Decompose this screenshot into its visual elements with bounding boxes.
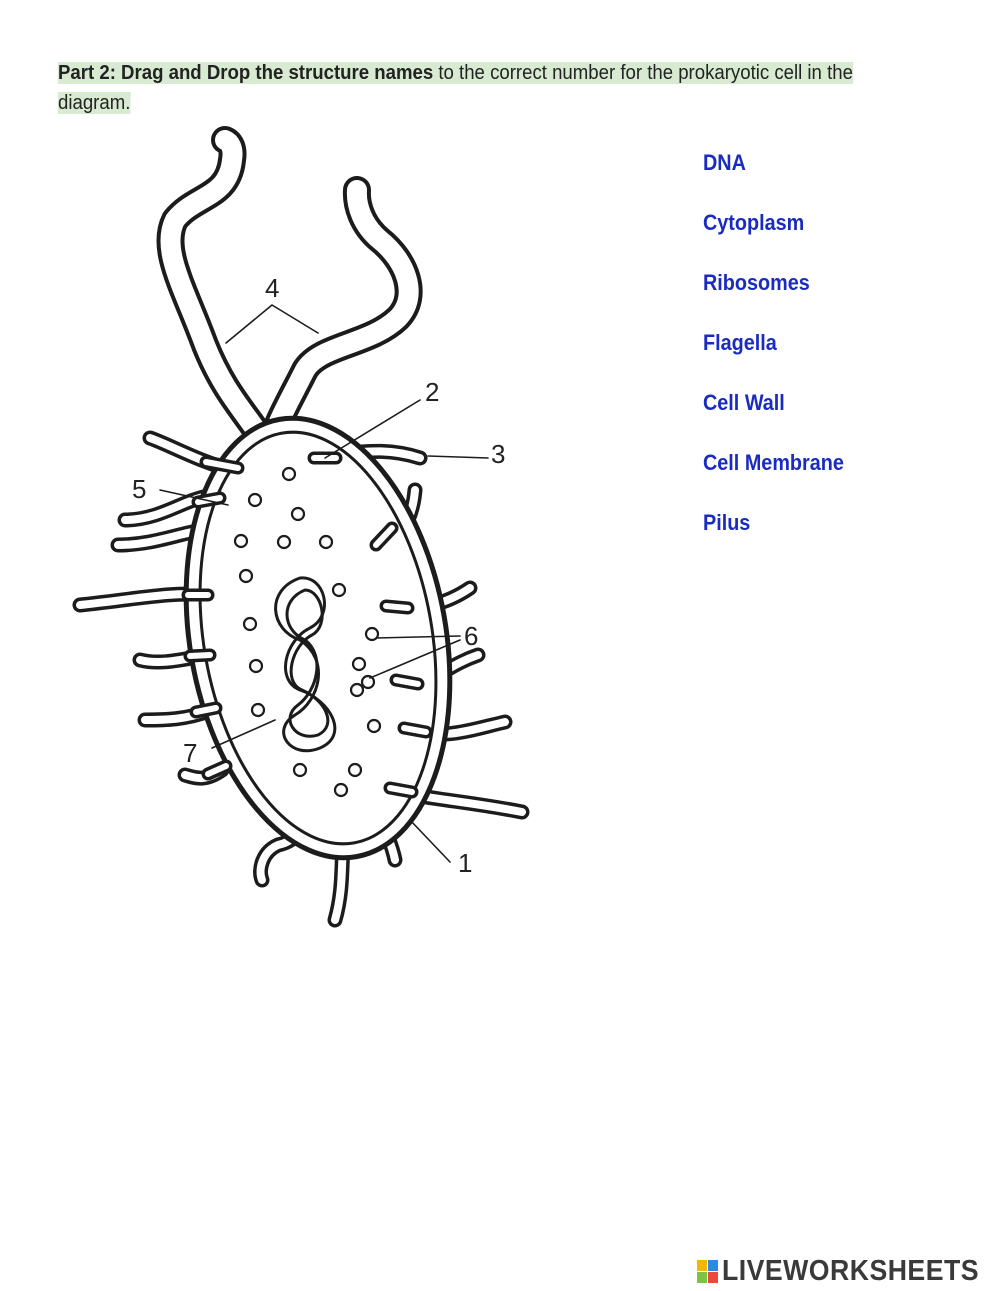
diagram-label-2: 2 [425, 377, 440, 407]
diagram-label-7: 7 [183, 738, 198, 768]
prokaryotic-cell-diagram [60, 125, 560, 935]
diagram-label-6: 6 [464, 621, 479, 651]
word-cell-membrane[interactable]: Cell Membrane [703, 450, 844, 475]
instructions-text: to the correct number for the prokaryotic cell in the diagram. [58, 62, 853, 114]
logo-blocks-icon [697, 1260, 719, 1284]
word-flagella[interactable]: Flagella [703, 330, 777, 355]
diagram-label-1: 1 [458, 848, 473, 878]
word-dna[interactable]: DNA [703, 150, 746, 175]
diagram-label-4: 4 [265, 273, 280, 303]
word-cell-wall[interactable]: Cell Wall [703, 390, 785, 415]
word-cytoplasm[interactable]: Cytoplasm [703, 210, 805, 235]
word-ribosomes[interactable]: Ribosomes [703, 270, 810, 295]
instructions-highlight [58, 62, 853, 114]
logo-text: LIVEWORKSHEETS [722, 1255, 979, 1287]
word-bank [703, 148, 860, 568]
instructions-bold: Part 2: Drag and Drop the structure names [58, 62, 434, 84]
instructions [58, 58, 881, 118]
word-pilus[interactable]: Pilus [703, 510, 751, 535]
diagram-label-3: 3 [491, 439, 506, 469]
liveworksheets-logo [697, 1255, 1000, 1288]
diagram-label-5: 5 [132, 474, 147, 504]
